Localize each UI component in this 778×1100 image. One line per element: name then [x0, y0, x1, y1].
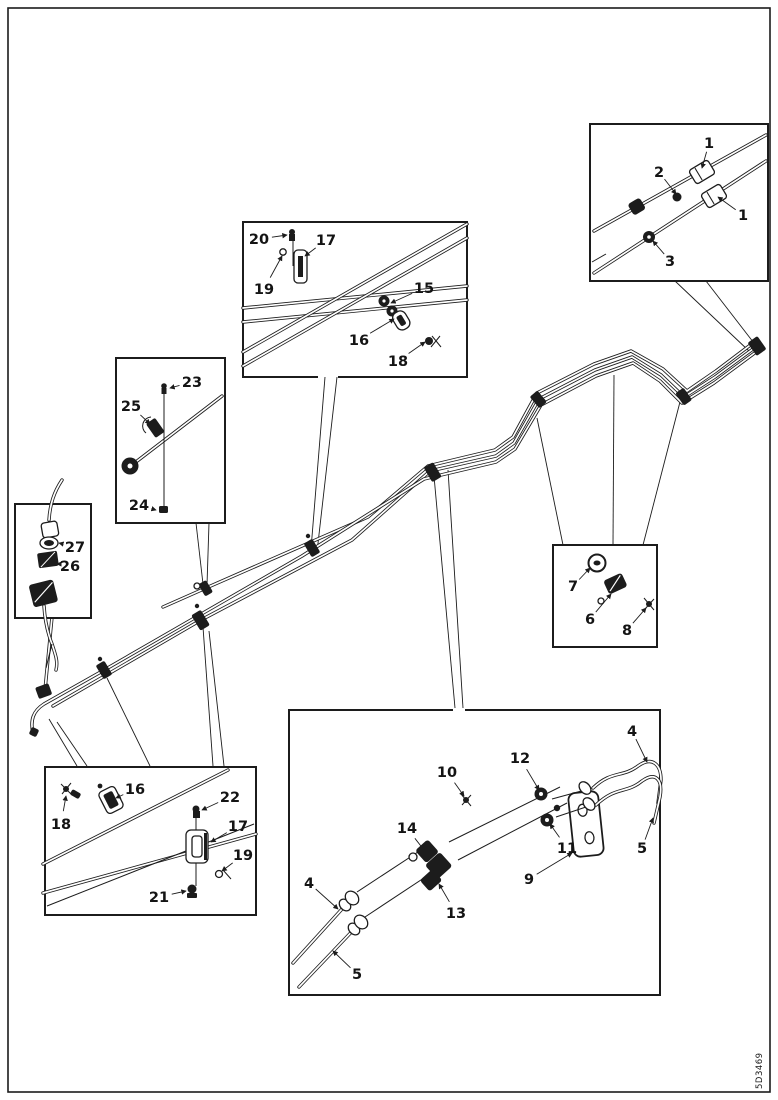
hose-end-glyph	[41, 521, 59, 539]
callout-label-19: 19	[253, 282, 275, 298]
callout-label-21: 21	[148, 890, 170, 906]
callout-label-14: 14	[396, 821, 418, 837]
callout-label-20: 20	[248, 232, 270, 248]
callout-label-26: 26	[59, 559, 81, 575]
clamp-glyph	[186, 830, 208, 863]
detail-box-coupler-bottom-center	[289, 710, 661, 995]
bolt-glyph	[193, 806, 201, 819]
callout-label-16: 16	[348, 333, 370, 349]
callout-label-10: 10	[436, 765, 458, 781]
detail-box-fittings-top-right	[590, 124, 768, 281]
callout-label-23: 23	[181, 375, 203, 391]
nut-glyph	[159, 506, 168, 513]
ring-glyph	[40, 537, 58, 549]
callout-label-17: 17	[227, 819, 249, 835]
washer-glyph	[280, 249, 286, 255]
callout-label-8: 8	[621, 623, 633, 639]
callout-label-4: 4	[303, 876, 315, 892]
callout-label-16: 16	[124, 782, 146, 798]
callout-label-17: 17	[315, 233, 337, 249]
footer-doc-id: 5D3469	[755, 1052, 765, 1089]
callout-label-19: 19	[232, 848, 254, 864]
nut-glyph	[673, 193, 682, 202]
callout-label-1: 1	[703, 136, 715, 152]
nut-glyph	[37, 551, 59, 569]
callout-label-18: 18	[50, 817, 72, 833]
callout-label-12: 12	[509, 751, 531, 767]
callout-label-13: 13	[445, 906, 467, 922]
callout-label-5: 5	[351, 967, 363, 983]
detail-box-hose-far-left	[15, 480, 91, 670]
callout-label-15: 15	[413, 281, 435, 297]
callout-label-25: 25	[120, 399, 142, 415]
nut-glyph	[187, 885, 197, 899]
detail-box-grommet-mid-right	[553, 545, 657, 647]
callout-label-11: 11	[556, 841, 578, 857]
callout-label-7: 7	[567, 579, 579, 595]
callout-label-4: 4	[626, 724, 638, 740]
bolt-glyph	[289, 229, 295, 241]
detail-box-clamp-top-center	[243, 222, 467, 377]
callout-label-9: 9	[523, 872, 535, 888]
callout-label-24: 24	[128, 498, 150, 514]
callout-label-6: 6	[584, 612, 596, 628]
callout-label-5: 5	[636, 841, 648, 857]
callout-label-22: 22	[219, 790, 241, 806]
callout-label-27: 27	[64, 540, 86, 556]
grommet-glyph	[589, 555, 606, 572]
bolt-glyph	[161, 383, 167, 394]
callout-label-2: 2	[653, 165, 665, 181]
callout-label-3: 3	[664, 254, 676, 270]
callout-label-1: 1	[737, 208, 749, 224]
clamp-glyph	[294, 250, 307, 283]
callout-label-18: 18	[387, 354, 409, 370]
